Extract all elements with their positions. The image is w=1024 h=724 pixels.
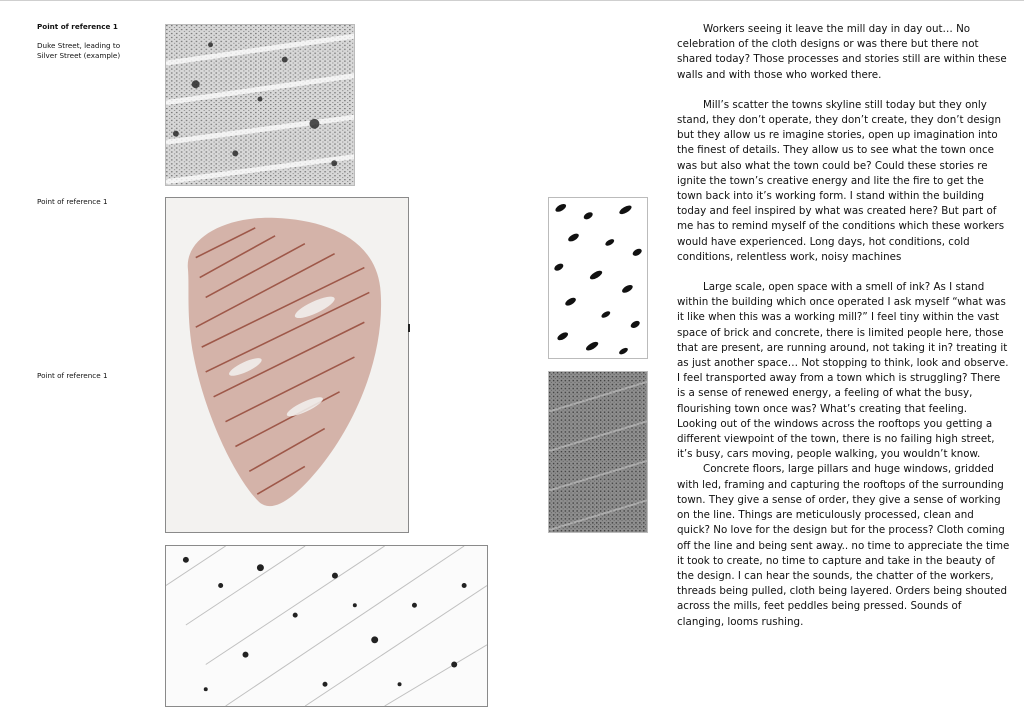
ref-top-title: Point of reference 1 xyxy=(37,22,118,31)
top-divider xyxy=(0,0,1024,1)
frame-tick-mark xyxy=(408,324,410,332)
texture-print-black-spots-image xyxy=(548,197,648,359)
essay-paragraph-2: Mill’s scatter the towns skyline still today but they only stand, they don’t operate, they don’t create, they don’t design but they allow us re imagine stories, open up imagination into the finest of details. They allow us to see what the town once was but also what the town could be? Could these stories re ignite the town’s creative energy and lite the fire to get the town back into it’s working form. I stand within the building today and feel inspired by what was created here? But part of me has to remind myself of the conditions which these workers would have experienced. Long days, hot conditions, cold conditions, relentless work, noisy machines xyxy=(677,98,1005,263)
essay-text-column xyxy=(677,22,1010,630)
dark-rubbing-texture xyxy=(549,372,647,532)
essay-paragraph-3: Large scale, open space with a smell of ink? As I stand within the building which once operated I ask myself “what was it like when this was a working mill?” I feel tiny within the vast space of brick and concrete, there is limited people here, those that are present, are running around, not taking it in? treating it as just another space… Not stopping to think, look and observe. I feel transported away from a town which is struggling? There is a sense of renewed energy, a feeling of what the busy, flourishing town once was? What’s creating that feeling. Looking out of the windows across the rooftops you getting a different viewpoint of the town, there is no failing high street, it’s busy, cars moving, people walking, you wouldn’t know. xyxy=(677,281,1009,461)
ref-lower-label: Point of reference 1 xyxy=(37,371,108,380)
ref-middle-label: Point of reference 1 xyxy=(37,197,108,206)
texture-print-diagonal-image xyxy=(165,545,488,707)
pavement-rubbing-grey-image xyxy=(165,24,355,186)
diagonal-print-texture xyxy=(166,546,487,706)
brick-rubbing-red-image xyxy=(165,197,409,533)
essay-paragraph-1: Workers seeing it leave the mill day in day out… No celebration of the cloth designs or was there but there not shared today? Those processes and stories still are within these walls and with those who worked there. xyxy=(677,23,1007,81)
essay-paragraph-4: Concrete floors, large pillars and huge windows, gridded with led, framing and capturing the rooftops of the surrounding town. They give a sense of order, they give a sense of working on the line. Things are meticulously processed, clean and quick? No love for the design but for the process? Cloth coming off the line and being sent away.. no time to appreciate the time it took to create, no time to capture and take in the beauty of the design. I can hear the sounds, the chatter of the workers, threads being pulled, cloth being layered. Orders being shouted across the mills, feet peddles being pressed. Sounds of clanging, looms rushing. xyxy=(677,463,1010,628)
texture-rubbing-dark-image xyxy=(548,371,648,533)
ref-top-caption: Duke Street, leading to Silver Street (example) xyxy=(37,41,121,60)
rubbing-grey-texture xyxy=(166,25,354,185)
ink-blot-texture xyxy=(549,198,647,358)
rubbing-red-texture xyxy=(166,198,408,532)
